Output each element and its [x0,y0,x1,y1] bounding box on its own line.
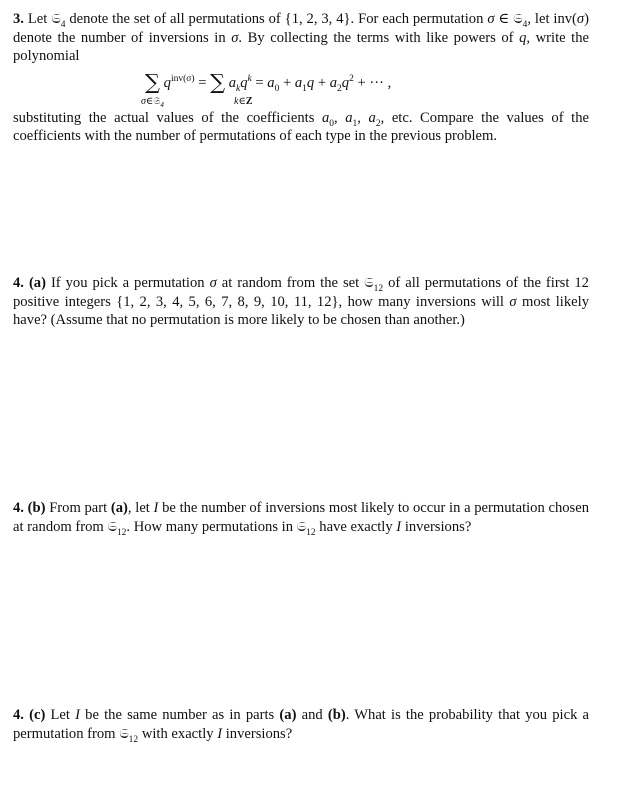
problem-3-intro: 3. Let 𝔖$_4$ denote the set of all permutations of {1, 2, 3, 4}. For each permutation σ ∈ 𝔖$_4$, let inv(σ) denote the number of inversions in σ. By collecting the terms with like powers of q, write the polynomial [13,11,589,64]
part-label: (b) [27,500,46,516]
problem-3-after: substituting the actual values of the coefficients $a_0$, $a_1$, $a_2$, etc. Compare the values of the coefficients with the number of permutations of each type in the previous problem. [13,109,589,144]
problem-number: 4. [13,500,24,516]
problem-4b: 4. (b) From part (a), let I be the number of inversions most likely to occur in a permutation chosen at random from 𝔖$_{12}$. How many permutations in 𝔖$_{12}$ have exactly I inversions? [13,500,589,538]
problem-number: 4. [13,707,24,723]
formula-exponent: inv(σ) [170,73,195,84]
sum-sign: ∑ [210,69,226,94]
part-label: (c) [29,707,46,723]
problem-4a: 4. (a) If you pick a permutation σ at random from the set 𝔖$_{12}$ of all permutations of the first 12 positive integers {1, 2, 3, 4, 5, 6, 7, 8, 9, 10, 11, 12}, how many inversions will σ most likely have? (Assume that no permutation is more likely to be chosen than another.) [13,275,589,328]
sum-index-k: k∈Z [234,95,253,107]
part-label: (a) [28,275,46,291]
symmetric-group-symbol: 𝔖 [51,11,61,27]
problem-4c: 4. (c) Let I be the same number as in parts (a) and (b). What is the probability that you pick a permutation from 𝔖$_{12}$ with exactly I inversions? [13,707,590,745]
problem-number: 3. [13,11,24,27]
problem-number: 4. [13,275,24,291]
polynomial-formula: ∑ $q^{inv(\sigma)}$ = ∑ $a_kq^k = a_0 + a_1q + a_2q^2$ + ··· , σ∈𝔖$_4$ k∈Z [13,68,589,108]
sum-index-sigma: σ∈𝔖$_4$ [141,95,164,109]
problem-3 [13,10,589,146]
sum-sign: ∑ [145,69,160,94]
